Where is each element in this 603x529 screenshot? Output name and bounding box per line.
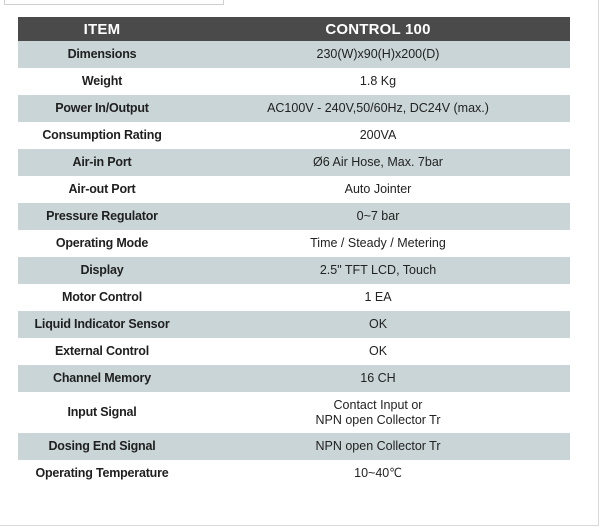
spec-table [18,17,570,487]
row-value: 1 EA [364,290,392,304]
row-value: Auto Jointer [344,182,412,196]
row-label: Input Signal [67,405,137,419]
row-label: Display [18,257,186,284]
row-value: NPN open Collector Tr [186,433,570,460]
row-value: 200VA [359,128,397,142]
row-value: 10~40℃ [354,466,402,480]
table-row [18,230,570,257]
table-row [18,257,570,284]
row-label: Power In/Output [18,95,186,122]
table-row [18,203,570,230]
top-tab-edge [4,0,224,5]
table-row [18,284,570,311]
row-label: Weight [81,74,123,88]
row-label: Pressure Regulator [18,203,186,230]
row-value: 1.8 Kg [359,74,397,88]
row-value-line: Contact Input or [333,397,423,412]
table-row [18,338,570,365]
table-row [18,95,570,122]
table-row [18,122,570,149]
row-label: Air-in Port [18,149,186,176]
row-value: OK [186,311,570,338]
row-value: Ø6 Air Hose, Max. 7bar [186,149,570,176]
row-label: Dimensions [18,41,186,68]
header-item: ITEM [18,17,186,41]
header-model: CONTROL 100 [186,17,570,41]
row-value: 230(W)x90(H)x200(D) [186,41,570,68]
table-row [18,392,570,433]
row-value: 2.5" TFT LCD, Touch [186,257,570,284]
table-row [18,365,570,392]
row-label: Motor Control [61,290,143,304]
row-value-line: NPN open Collector Tr [315,412,441,427]
row-value: 16 CH [186,365,570,392]
table-row [18,460,570,487]
table-row [18,149,570,176]
row-value: Time / Steady / Metering [310,236,446,250]
row-label: Operating Mode [55,236,149,250]
table-row [18,68,570,95]
row-value: OK [368,344,388,358]
row-value: AC100V - 240V,50/60Hz, DC24V (max.) [186,95,570,122]
row-label: Consumption Rating [42,128,162,142]
row-label: Channel Memory [18,365,186,392]
table-row [18,176,570,203]
row-label: Operating Temperature [35,466,169,480]
header-row [18,17,570,41]
table-row [18,433,570,460]
row-label: Liquid Indicator Sensor [18,311,186,338]
row-value: 0~7 bar [186,203,570,230]
row-label: Air-out Port [68,182,136,196]
row-label: Dosing End Signal [18,433,186,460]
table-row [18,41,570,68]
table-row [18,311,570,338]
row-label: External Control [54,344,150,358]
row-value [186,392,570,433]
